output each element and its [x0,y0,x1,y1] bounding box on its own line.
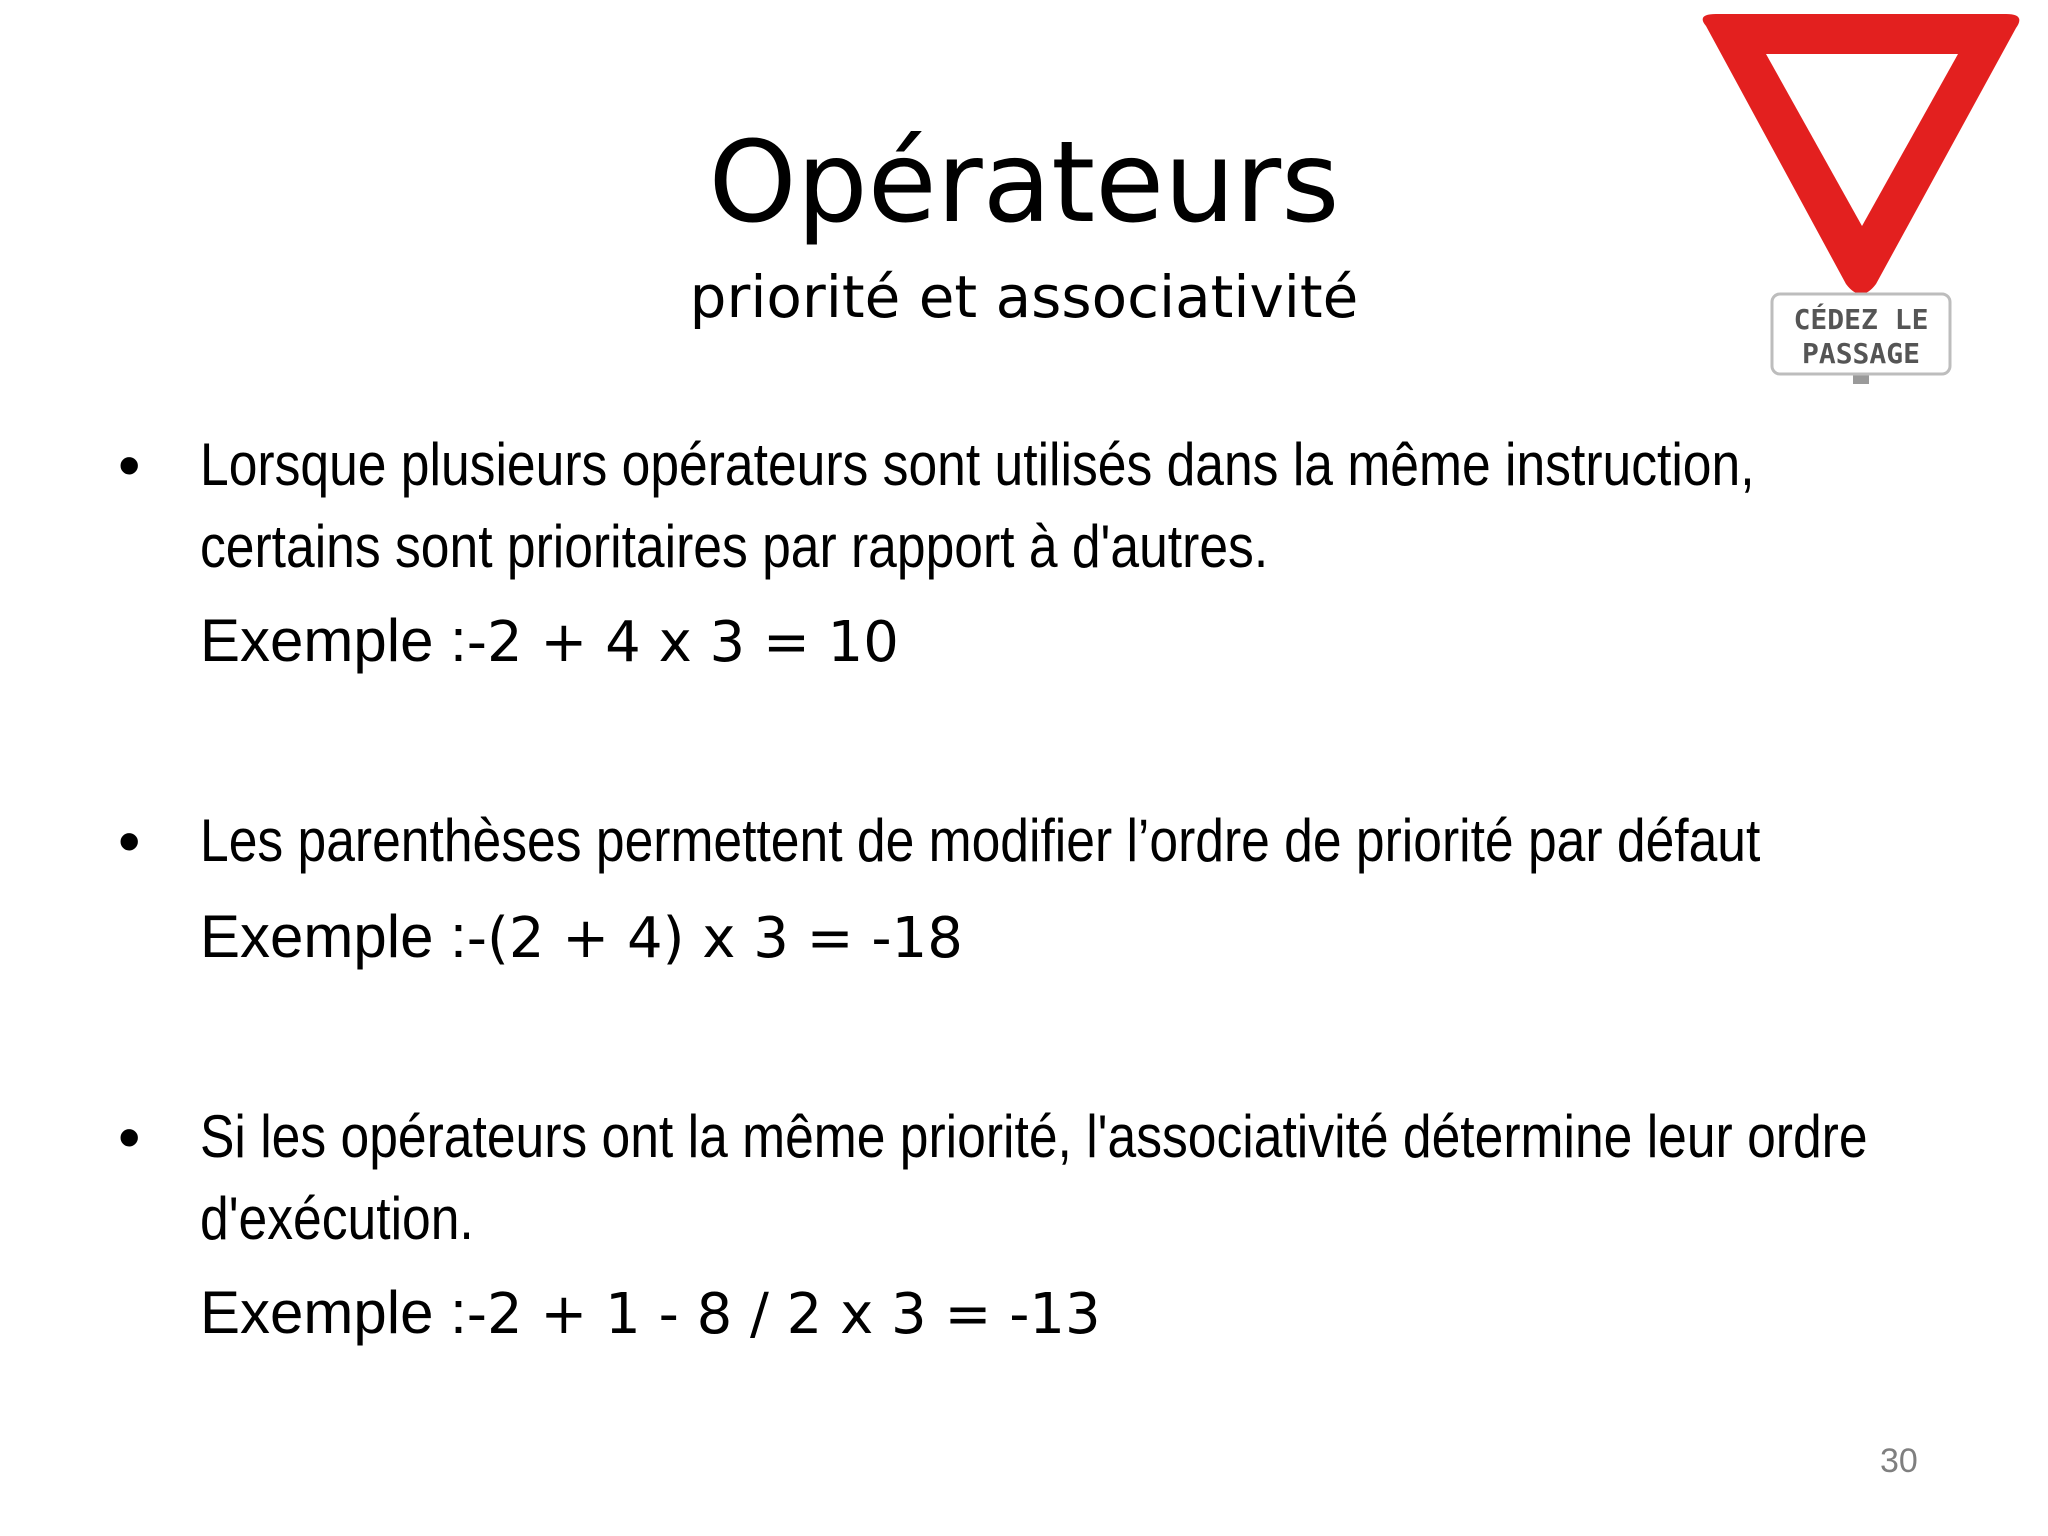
bullet-text: Lorsque plusieurs opérateurs sont utilisés dans la même instruction, certains sont prioritaires par rapport à d'autres. [200,431,1755,580]
example-label: Exemple : [200,1279,467,1346]
sign-label-line2: PASSAGE [1801,337,1921,370]
example-expression: -2 + 4 x 3 = 10 [466,610,899,675]
page-number: 30 [1880,1442,1918,1480]
yield-sign-image [1686,4,2036,384]
bullet-dot: • [118,429,141,501]
example-expression: -(2 + 4) x 3 = -18 [466,906,963,971]
example-label: Exemple : [200,607,467,674]
slide-subtitle: priorité et associativité [689,263,1359,331]
example-line [200,896,963,980]
sign-label-line1: CÉDEZ LE [1793,303,1929,336]
bullet-text: Si les opérateurs ont la même priorité, l'associativité détermine leur ordre d'exécution. [200,1103,1868,1252]
bullet-text: Les parenthèses permettent de modifier l’ordre de priorité par défaut [200,807,1761,874]
example-expression: -2 + 1 - 8 / 2 x 3 = -13 [466,1282,1101,1347]
example-label: Exemple : [200,903,467,970]
bullet-dot: • [118,1101,141,1173]
bullet-dot: • [118,805,141,877]
example-line [200,600,899,684]
slide-title: Opérateurs [708,118,1340,248]
example-line [200,1272,1101,1356]
